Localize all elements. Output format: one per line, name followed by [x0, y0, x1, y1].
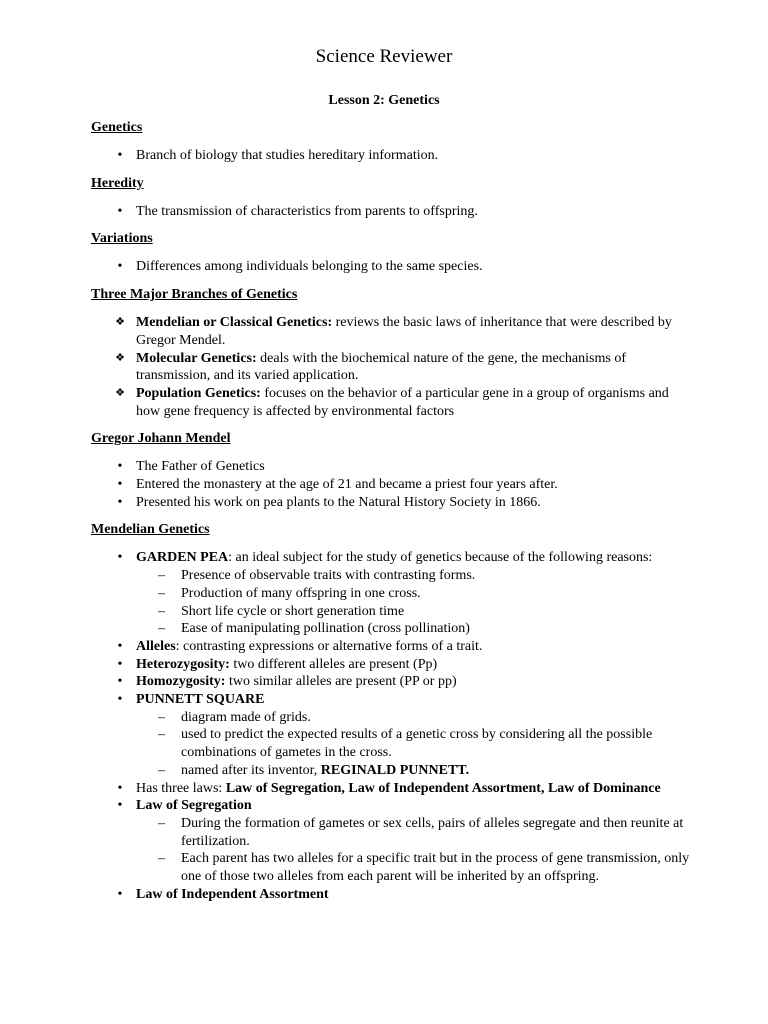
list-item — [91, 886, 691, 904]
lesson-title: Lesson 2: Genetics — [328, 93, 440, 108]
list-item — [91, 780, 691, 798]
dash-bullet-icon: – — [158, 709, 165, 725]
sub-list-item — [136, 585, 691, 603]
list-item-text: Has three laws: — [136, 780, 226, 796]
laws-names: Law of Segregation, Law of Independent Assortment, Law of Dominance — [225, 780, 661, 796]
section-heading-branches: Three Major Branches of Genetics — [91, 287, 298, 303]
punnett-details — [136, 709, 691, 780]
sub-list-item-text: Each parent has two alleles for a specific trait but in the process of gene transmission, only one of those two alleles from each parent will be inherited by an offspring. — [181, 851, 690, 885]
bullet-icon: • — [117, 203, 123, 219]
list-item — [91, 494, 691, 512]
list-item-text: Differences among individuals belonging to the same species. — [136, 259, 483, 275]
sub-list-item-text: used to predict the expected results of a genetic cross by considering all the possible combinations of gametes in the cross. — [181, 727, 653, 761]
list-item-text: Branch of biology that studies hereditary information. — [136, 148, 439, 163]
term-label: GARDEN PEA — [136, 550, 229, 566]
bullet-icon: • — [117, 638, 123, 654]
sub-list-item — [136, 726, 691, 761]
bullet-icon: • — [117, 494, 123, 510]
section-heading-mendel: Gregor Johann Mendel — [91, 431, 231, 447]
list-item — [91, 797, 691, 886]
term-definition: deals with the biochemical nature of the gene, the mechanisms of transmission, and its varied application. — [136, 350, 626, 384]
term-label: PUNNETT SQUARE — [136, 692, 265, 708]
bullet-icon: • — [117, 550, 123, 566]
diamond-bullet-icon: ❖ — [115, 316, 125, 329]
dash-bullet-icon: – — [158, 727, 165, 743]
dash-bullet-icon: – — [158, 585, 165, 601]
list-item-text: The Father of Genetics — [136, 459, 265, 475]
dash-bullet-icon: – — [158, 815, 165, 831]
sub-list-item — [136, 815, 691, 850]
section-heading-variations: Variations — [91, 231, 153, 247]
heredity-list — [91, 203, 691, 221]
diamond-bullet-icon: ❖ — [115, 351, 125, 364]
mendelian-list — [91, 549, 691, 903]
list-item — [91, 656, 691, 674]
list-item — [91, 673, 691, 691]
list-item — [91, 258, 691, 276]
sub-list-item-text: Presence of observable traits with contrasting forms. — [181, 568, 476, 584]
bullet-icon: • — [117, 459, 123, 475]
sub-list-item-text: Production of many offspring in one cross. — [181, 585, 421, 601]
dash-bullet-icon: – — [158, 621, 165, 637]
sub-list-item-text: diagram made of grids. — [181, 709, 311, 725]
segregation-details — [136, 815, 691, 886]
term-definition: two similar alleles are present (PP or pp) — [225, 674, 457, 690]
term-label: Mendelian or Classical Genetics: — [136, 315, 333, 331]
list-item-text: Entered the monastery at the age of 21 and became a priest four years after. — [136, 477, 558, 493]
inventor-name: REGINALD PUNNETT. — [320, 762, 470, 778]
term-label: Alleles — [136, 638, 176, 654]
bullet-icon: • — [117, 656, 123, 672]
list-item — [91, 314, 691, 349]
term-label: Heterozygosity: — [136, 656, 230, 672]
document-title: Science Reviewer — [315, 46, 453, 67]
list-item-text: The transmission of characteristics from parents to offspring. — [136, 203, 478, 219]
term-definition: : contrasting expressions or alternative forms of a trait. — [175, 638, 483, 654]
term-label: Homozygosity: — [136, 674, 226, 690]
dash-bullet-icon: – — [158, 851, 165, 867]
list-item-text: Presented his work on pea plants to the Natural History Society in 1866. — [136, 494, 541, 510]
list-item — [91, 638, 691, 656]
section-heading-genetics: Genetics — [91, 120, 143, 135]
dash-bullet-icon: – — [158, 762, 165, 778]
list-item — [91, 350, 691, 385]
bullet-icon: • — [117, 148, 123, 163]
bullet-icon: • — [117, 780, 123, 796]
sub-list-item-text: named after its inventor, — [181, 762, 321, 778]
list-item — [91, 147, 691, 165]
sub-list-item — [136, 850, 691, 885]
bullet-icon: • — [117, 259, 123, 275]
diamond-bullet-icon: ❖ — [115, 386, 125, 399]
sub-list-item — [136, 709, 691, 727]
list-item — [91, 203, 691, 221]
sub-list-item-text: During the formation of gametes or sex cells, pairs of alleles segregate and then reunite at fertilization. — [181, 815, 684, 849]
sub-list-item — [136, 762, 691, 780]
variations-list — [91, 258, 691, 276]
bullet-icon: • — [117, 674, 123, 690]
garden-pea-reasons — [136, 567, 691, 638]
bullet-icon: • — [117, 477, 123, 493]
list-item — [91, 476, 691, 494]
section-heading-heredity: Heredity — [91, 175, 144, 191]
sub-list-item-text: Short life cycle or short generation time — [181, 603, 405, 619]
term-definition: two different alleles are present (Pp) — [229, 656, 438, 672]
term-label: Law of Segregation — [136, 798, 252, 814]
list-item — [91, 549, 691, 638]
bullet-icon: • — [117, 798, 123, 814]
sub-list-item-text: Ease of manipulating pollination (cross pollination) — [181, 621, 470, 637]
dash-bullet-icon: – — [158, 568, 165, 584]
section-heading-mendelian: Mendelian Genetics — [91, 522, 210, 538]
genetics-list — [91, 147, 691, 165]
sub-list-item — [136, 620, 691, 638]
bullet-icon: • — [117, 886, 123, 902]
dash-bullet-icon: – — [158, 603, 165, 619]
document-body — [91, 119, 691, 904]
list-item — [91, 458, 691, 476]
branches-list — [91, 314, 691, 420]
term-definition: focuses on the behavior of a particular gene in a group of organisms and how gene frequency is affected by environmental factors — [136, 385, 669, 419]
term-label: Molecular Genetics: — [136, 350, 257, 366]
list-item — [91, 385, 691, 420]
mendel-list — [91, 458, 691, 511]
list-item — [91, 691, 691, 780]
term-label: Law of Independent Assortment — [136, 886, 329, 902]
term-label: Population Genetics: — [136, 385, 261, 401]
term-definition: reviews the basic laws of inheritance that were described by Gregor Mendel. — [136, 315, 672, 348]
sub-list-item — [136, 603, 691, 621]
bullet-icon: • — [117, 692, 123, 708]
sub-list-item — [136, 567, 691, 585]
term-definition: : an ideal subject for the study of genetics because of the following reasons: — [228, 550, 653, 566]
